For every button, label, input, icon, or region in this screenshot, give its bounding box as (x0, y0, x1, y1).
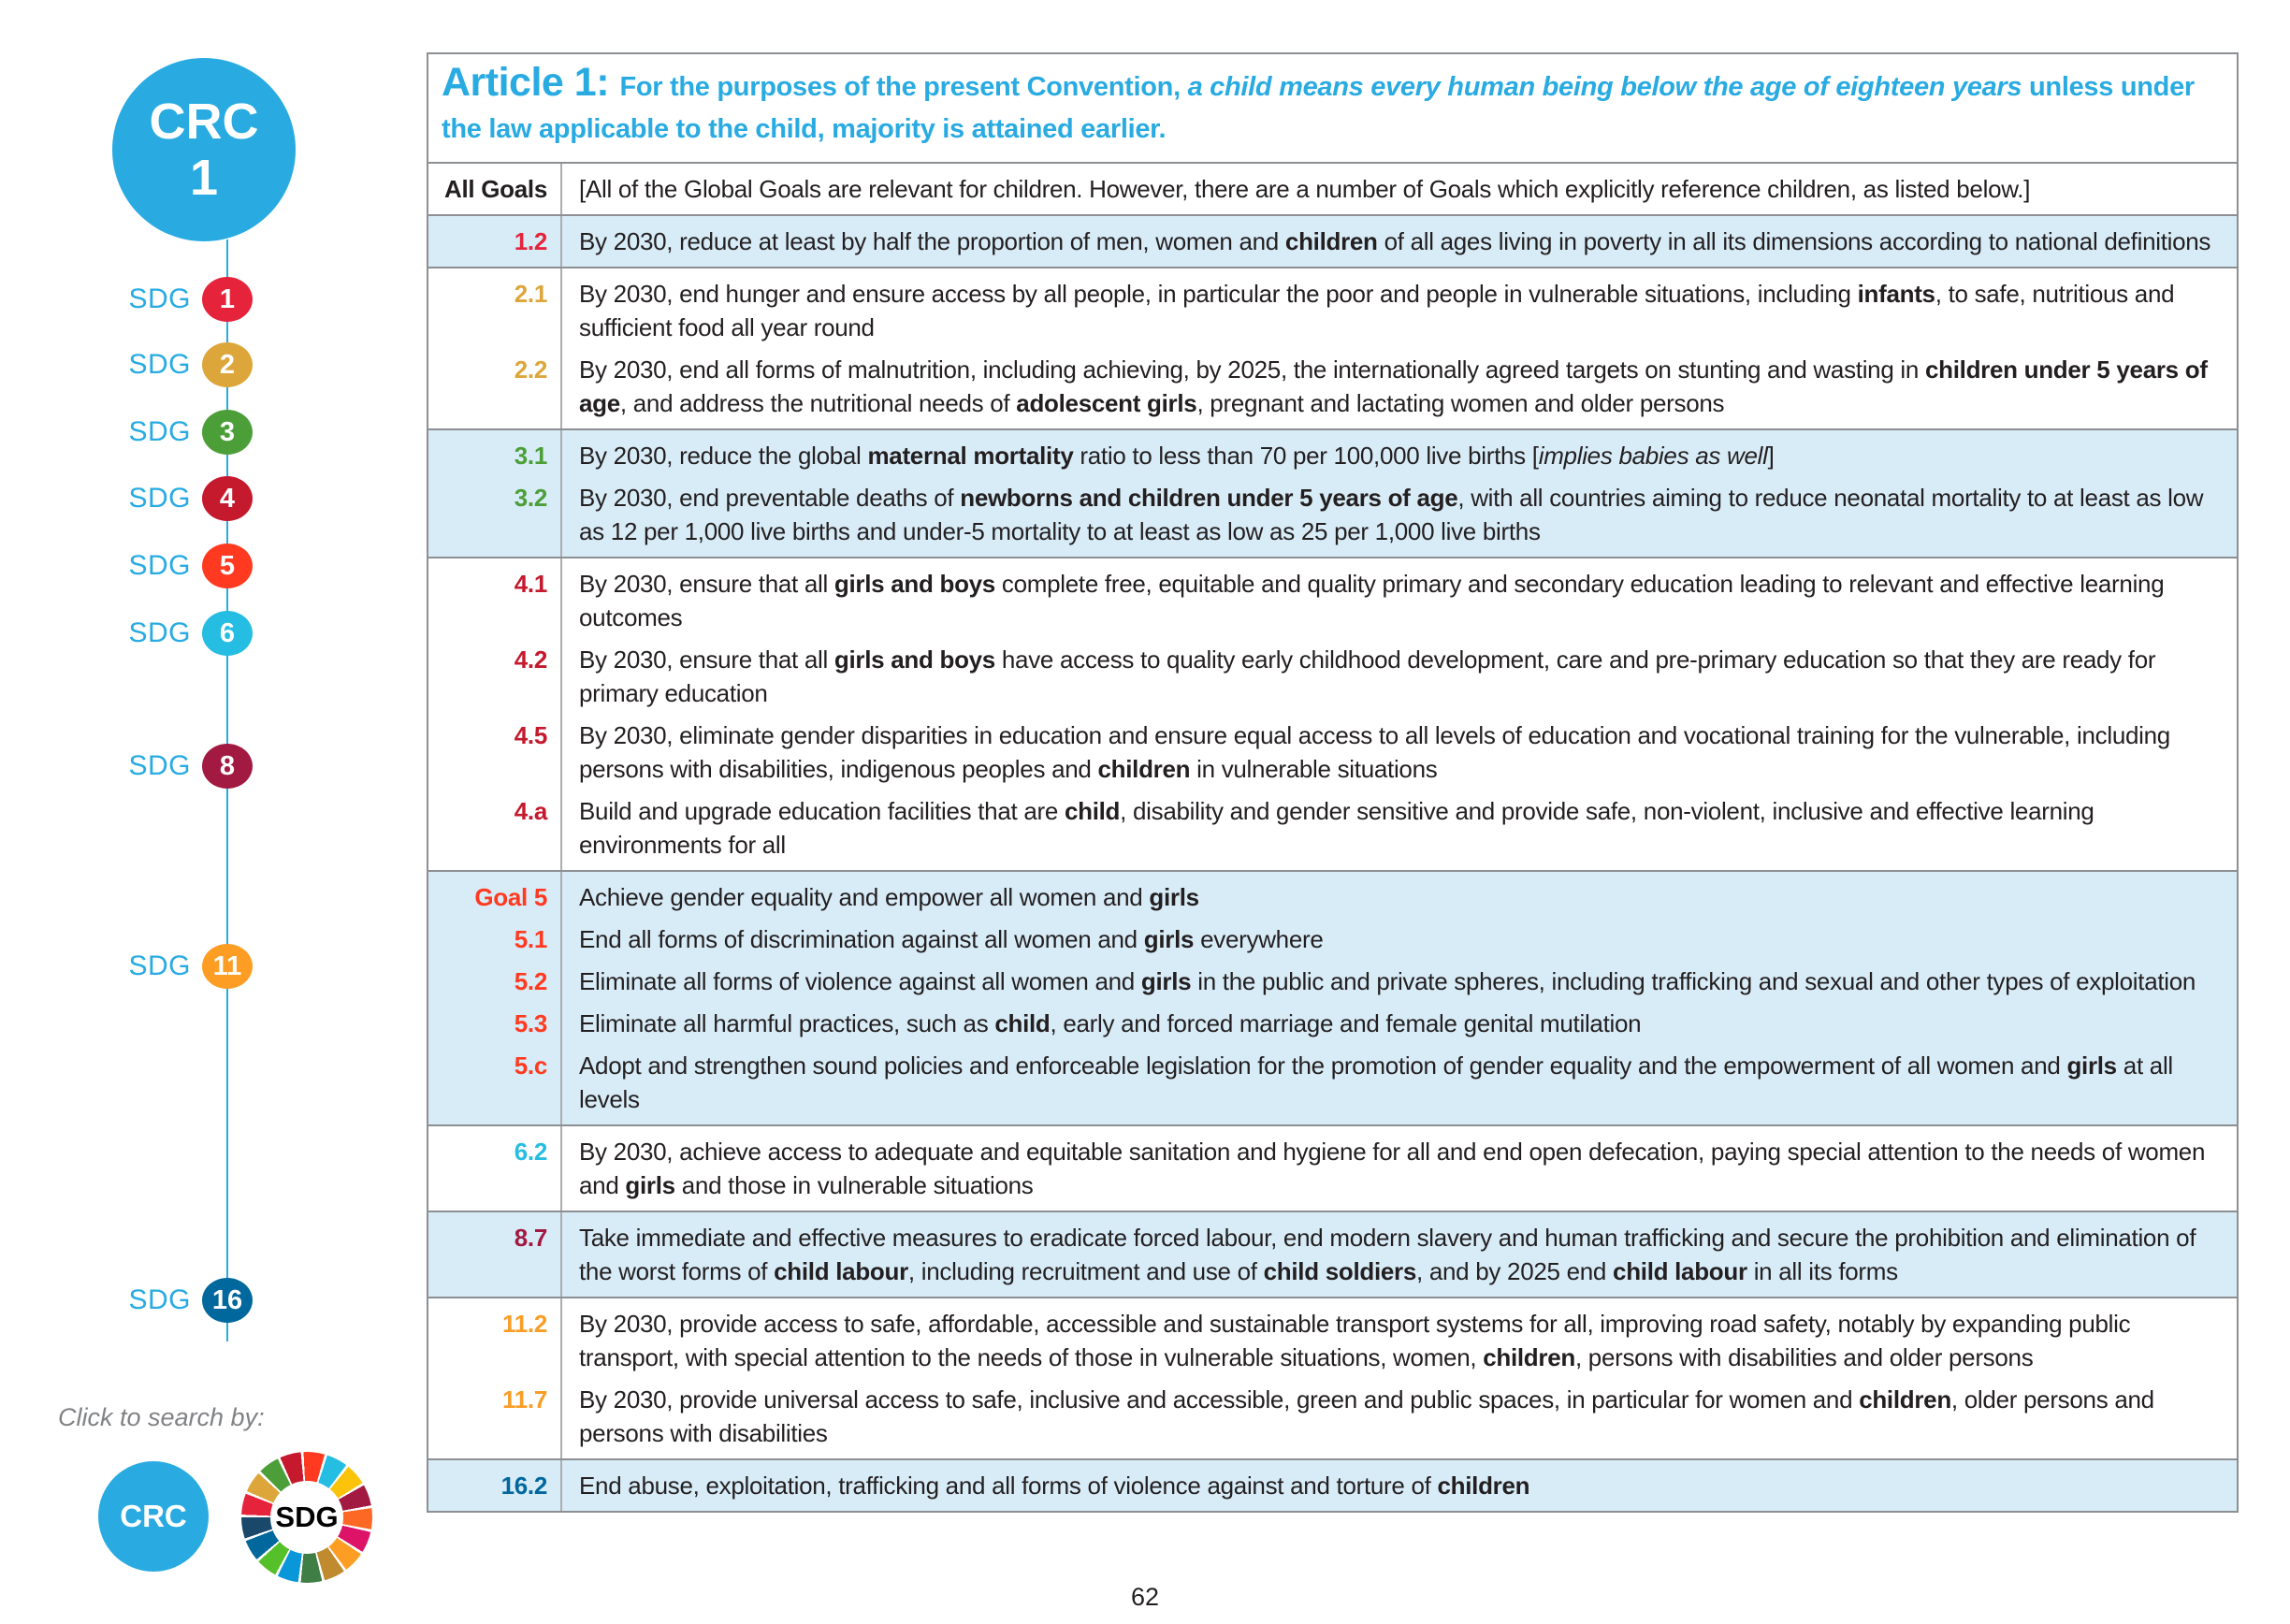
sdg-label: SDG (128, 617, 191, 648)
text-segment: children (1483, 1343, 1575, 1371)
text-segment: adolescent girls (1016, 389, 1197, 417)
target-text (561, 172, 2237, 206)
text-segment: Eliminate all forms of violence against all women and (579, 967, 1141, 995)
sidebar-sdg-1[interactable] (84, 277, 253, 322)
text-segment: By 2030, ensure that all (579, 645, 834, 674)
text-segment: girls (1149, 883, 1199, 911)
sdg-label: SDG (128, 483, 191, 514)
search-hint-text: Click to search by: (58, 1403, 265, 1431)
target-number: Goal 5 (474, 883, 547, 911)
text-segment: ] (1767, 442, 1775, 470)
target-text (561, 1307, 2237, 1374)
target-text (561, 1469, 2237, 1502)
sidebar-sdg-5[interactable] (84, 544, 253, 588)
text-segment: and those in vulnerable situations (674, 1171, 1034, 1199)
sdg-badge-16[interactable]: 16 (202, 1278, 253, 1323)
article-1-header (428, 54, 2237, 162)
text-segment: , disability and gender sensitive and provide safe, non-violent, inclusive and effective learning environments for all (579, 797, 2094, 859)
article-table (427, 52, 2239, 1513)
text-segment: Achieve gender equality and empower all women and (579, 883, 1150, 911)
text-segment: [All of the Global Goals are relevant for children. However, there are a number of Goals which explicitly reference children, as listed below.] (579, 175, 2031, 203)
text-segment: For the purposes of the present Convention, (619, 72, 1188, 102)
sdg-label: SDG (128, 950, 191, 981)
target-text (561, 277, 2237, 344)
text-segment: By 2030, provide universal access to safe, inclusive and accessible, green and public spaces, in particular for women and (579, 1385, 1860, 1414)
sdg-badge-4[interactable]: 4 (202, 476, 253, 521)
sdg-label: SDG (128, 349, 191, 380)
sdg-badge-6[interactable]: 6 (202, 611, 253, 656)
text-segment: , including recruitment and use of (907, 1257, 1264, 1285)
text-segment: girls and boys (833, 570, 995, 598)
text-segment: children under 5 years of age (579, 355, 2208, 417)
text-segment: , early and forced marriage and female genital mutilation (1050, 1009, 1642, 1037)
crc-article-number: 1 (189, 150, 219, 206)
sdg-badge-8[interactable]: 8 (202, 744, 253, 789)
sdg-wheel-label: SDG (270, 1481, 343, 1554)
target-text (561, 1007, 2237, 1040)
text-segment: child soldiers (1263, 1257, 1417, 1285)
sidebar-sdg-8[interactable] (84, 744, 253, 789)
text-segment: girls (625, 1171, 675, 1199)
text-segment: maternal mortality (867, 442, 1074, 470)
text-segment: have access to quality early childhood development, care and pre-primary education so that they are ready for primary education (579, 645, 2156, 707)
text-segment: girls (1143, 925, 1195, 953)
target-text (561, 225, 2237, 258)
target-number: 5.1 (514, 925, 547, 953)
text-segment: in all its forms (1746, 1257, 1898, 1285)
text-segment: , pregnant and lactating women and older persons (1196, 389, 1725, 417)
text-segment: By 2030, end hunger and ensure access by all people, in particular the poor and people in vulnerable situations, including (579, 280, 1858, 308)
text-segment: infants (1857, 280, 1935, 308)
target-number: 2.2 (514, 355, 547, 384)
text-segment: Take immediate and effective measures to eradicate forced labour, end modern slavery and human trafficking and secure the prohibition and elimination of the worst forms of (579, 1224, 2196, 1285)
text-segment: in the public and private spheres, including trafficking and sexual and other types of exploitation (1191, 967, 2196, 995)
text-segment: , persons with disabilities and older persons (1574, 1343, 2034, 1371)
text-segment: By 2030, end all forms of malnutrition, including achieving, by 2025, the internationally agreed targets on stunting and wasting in (579, 355, 1925, 384)
text-segment: girls and boys (833, 645, 995, 674)
target-text (561, 1221, 2237, 1288)
target-text (561, 718, 2237, 786)
text-segment: By 2030, eliminate gender disparities in education and ensure equal access to all levels of education and vocational training for the vulnerable, including persons with disabilities, indigenous peoples and (579, 721, 2170, 783)
target-number: 5.3 (514, 1009, 547, 1037)
target-text (561, 794, 2237, 862)
target-text (561, 481, 2237, 548)
text-segment: , older persons and persons with disabilities (579, 1385, 2154, 1447)
text-segment: By 2030, achieve access to adequate and equitable sanitation and hygiene for all and end open defecation, paying special attention to the needs of women and (579, 1138, 2206, 1199)
sdg-label: SDG (128, 550, 191, 581)
goal-group (428, 1458, 2237, 1511)
target-number: 3.1 (514, 442, 547, 470)
goal-group (428, 162, 2237, 214)
sdg-badge-5[interactable]: 5 (202, 544, 253, 588)
text-segment: newborns and children under 5 years of age (960, 484, 1458, 512)
text-segment: children (1437, 1472, 1530, 1500)
sdg-badge-1[interactable]: 1 (202, 277, 253, 322)
target-number: All Goals (444, 175, 547, 203)
target-text (561, 1383, 2237, 1450)
sdg-label: SDG (128, 416, 191, 447)
sidebar-sdg-6[interactable] (84, 611, 253, 656)
text-segment: children (1284, 227, 1378, 255)
target-text (561, 880, 2237, 914)
sidebar-sdg-11[interactable] (84, 944, 253, 989)
target-number: 5.c (514, 1051, 547, 1080)
text-segment: End all forms of discrimination against all women and (579, 925, 1144, 953)
text-segment: Adopt and strengthen sound policies and enforceable legislation for the promotion of gender equality and the empowerment of all women and (579, 1051, 2067, 1080)
sdg-label: SDG (128, 283, 191, 314)
target-number: 4.a (514, 797, 547, 825)
text-segment: child (994, 1009, 1051, 1037)
sdg-label: SDG (128, 750, 191, 781)
target-text (561, 439, 2237, 472)
text-segment: By 2030, reduce the global (579, 442, 868, 470)
text-segment: Article 1: (442, 60, 620, 105)
text-segment: By 2030, ensure that all (579, 570, 834, 598)
text-segment: , to safe, nutritious and sufficient food all year round (579, 280, 2175, 341)
target-text (561, 922, 2237, 956)
target-text (561, 964, 2237, 998)
target-number: 2.1 (514, 280, 547, 308)
text-segment: By 2030, end preventable deaths of (579, 484, 961, 512)
goal-group (428, 1211, 2237, 1297)
goal-group (428, 557, 2237, 870)
text-segment: girls (2066, 1051, 2117, 1080)
text-segment: at all levels (579, 1051, 2173, 1113)
sidebar-sdg-16[interactable] (84, 1278, 253, 1323)
text-segment: everywhere (1194, 925, 1324, 953)
text-segment: children (1097, 755, 1191, 783)
sdg-badge-2[interactable]: 2 (202, 342, 253, 387)
target-number: 16.2 (500, 1472, 547, 1500)
goal-group (428, 214, 2237, 267)
text-segment: in vulnerable situations (1190, 755, 1438, 783)
sdg-badge-3[interactable]: 3 (202, 410, 253, 455)
text-segment: child (1064, 797, 1121, 825)
target-text (561, 1135, 2237, 1202)
sdg-search-button[interactable] (241, 1452, 372, 1583)
goal-group (428, 1124, 2237, 1211)
target-number: 4.2 (514, 645, 547, 674)
target-number: 5.2 (514, 967, 547, 995)
goal-group (428, 428, 2237, 557)
text-segment: By 2030, reduce at least by half the proportion of men, women and (579, 227, 1285, 255)
crc-article-badge-label: CRC (149, 94, 259, 150)
targets-table-body (428, 162, 2237, 1511)
target-number: 1.2 (514, 227, 547, 255)
target-number: 11.2 (502, 1310, 547, 1338)
target-number: 11.7 (502, 1385, 547, 1414)
sidebar-sdg-2[interactable] (84, 342, 253, 387)
sidebar-sdg-4[interactable] (84, 476, 253, 521)
target-number: 8.7 (514, 1224, 547, 1252)
page-number: 62 (1130, 1583, 1160, 1611)
goal-group (428, 1297, 2237, 1458)
text-segment: child labour (774, 1257, 908, 1285)
text-segment: child labour (1613, 1257, 1747, 1285)
target-text (561, 353, 2237, 420)
crc-article-badge (112, 58, 296, 241)
sdg-connector-line (226, 239, 228, 1341)
target-text (561, 567, 2237, 634)
text-segment: Eliminate all harmful practices, such as (579, 1009, 995, 1037)
text-segment: of all ages living in poverty in all its dimensions according to national definitions (1377, 227, 2211, 255)
text-segment: By 2030, provide access to safe, affordable, accessible and sustainable transport systems for all, improving road safety, notably by expanding public transport, with special attention to the needs of those in vulnerable situations, women, (579, 1310, 2131, 1371)
text-segment: a child means every human being below the age of eighteen years (1187, 72, 2022, 102)
target-number: 3.2 (514, 484, 547, 512)
text-segment: End abuse, exploitation, trafficking and all forms of violence against and torture of (579, 1472, 1438, 1500)
text-segment: Build and upgrade education facilities that are (579, 797, 1065, 825)
target-number: 4.5 (514, 721, 547, 749)
crc-search-button[interactable]: CRC (98, 1461, 209, 1572)
target-text (561, 643, 2237, 710)
sdg-badge-11[interactable]: 11 (202, 944, 253, 989)
sdg-label: SDG (128, 1284, 191, 1315)
target-number: 4.1 (514, 570, 547, 598)
text-segment: complete free, equitable and quality primary and secondary education leading to relevant and effective learning outcomes (579, 570, 2165, 631)
text-segment: implies babies as well (1538, 442, 1768, 470)
text-segment: , and by 2025 end (1416, 1257, 1614, 1285)
text-segment: , with all countries aiming to reduce neonatal mortality to at least as low as 12 per 1,000 live births and under-5 mortality to at least as low as 25 per 1,000 live births (579, 484, 2204, 545)
text-segment: ratio to less than 70 per 100,000 live births [ (1073, 442, 1539, 470)
text-segment: unless under the law applicable to the child, majority is attained earlier. (442, 72, 2195, 144)
text-segment: girls (1140, 967, 1192, 995)
sidebar-sdg-3[interactable] (84, 410, 253, 455)
target-number: 6.2 (514, 1138, 547, 1166)
goal-group (428, 870, 2237, 1124)
goal-group (428, 267, 2237, 428)
target-text (561, 1049, 2237, 1116)
text-segment: children (1859, 1385, 1951, 1414)
text-segment: , and address the nutritional needs of (619, 389, 1017, 417)
